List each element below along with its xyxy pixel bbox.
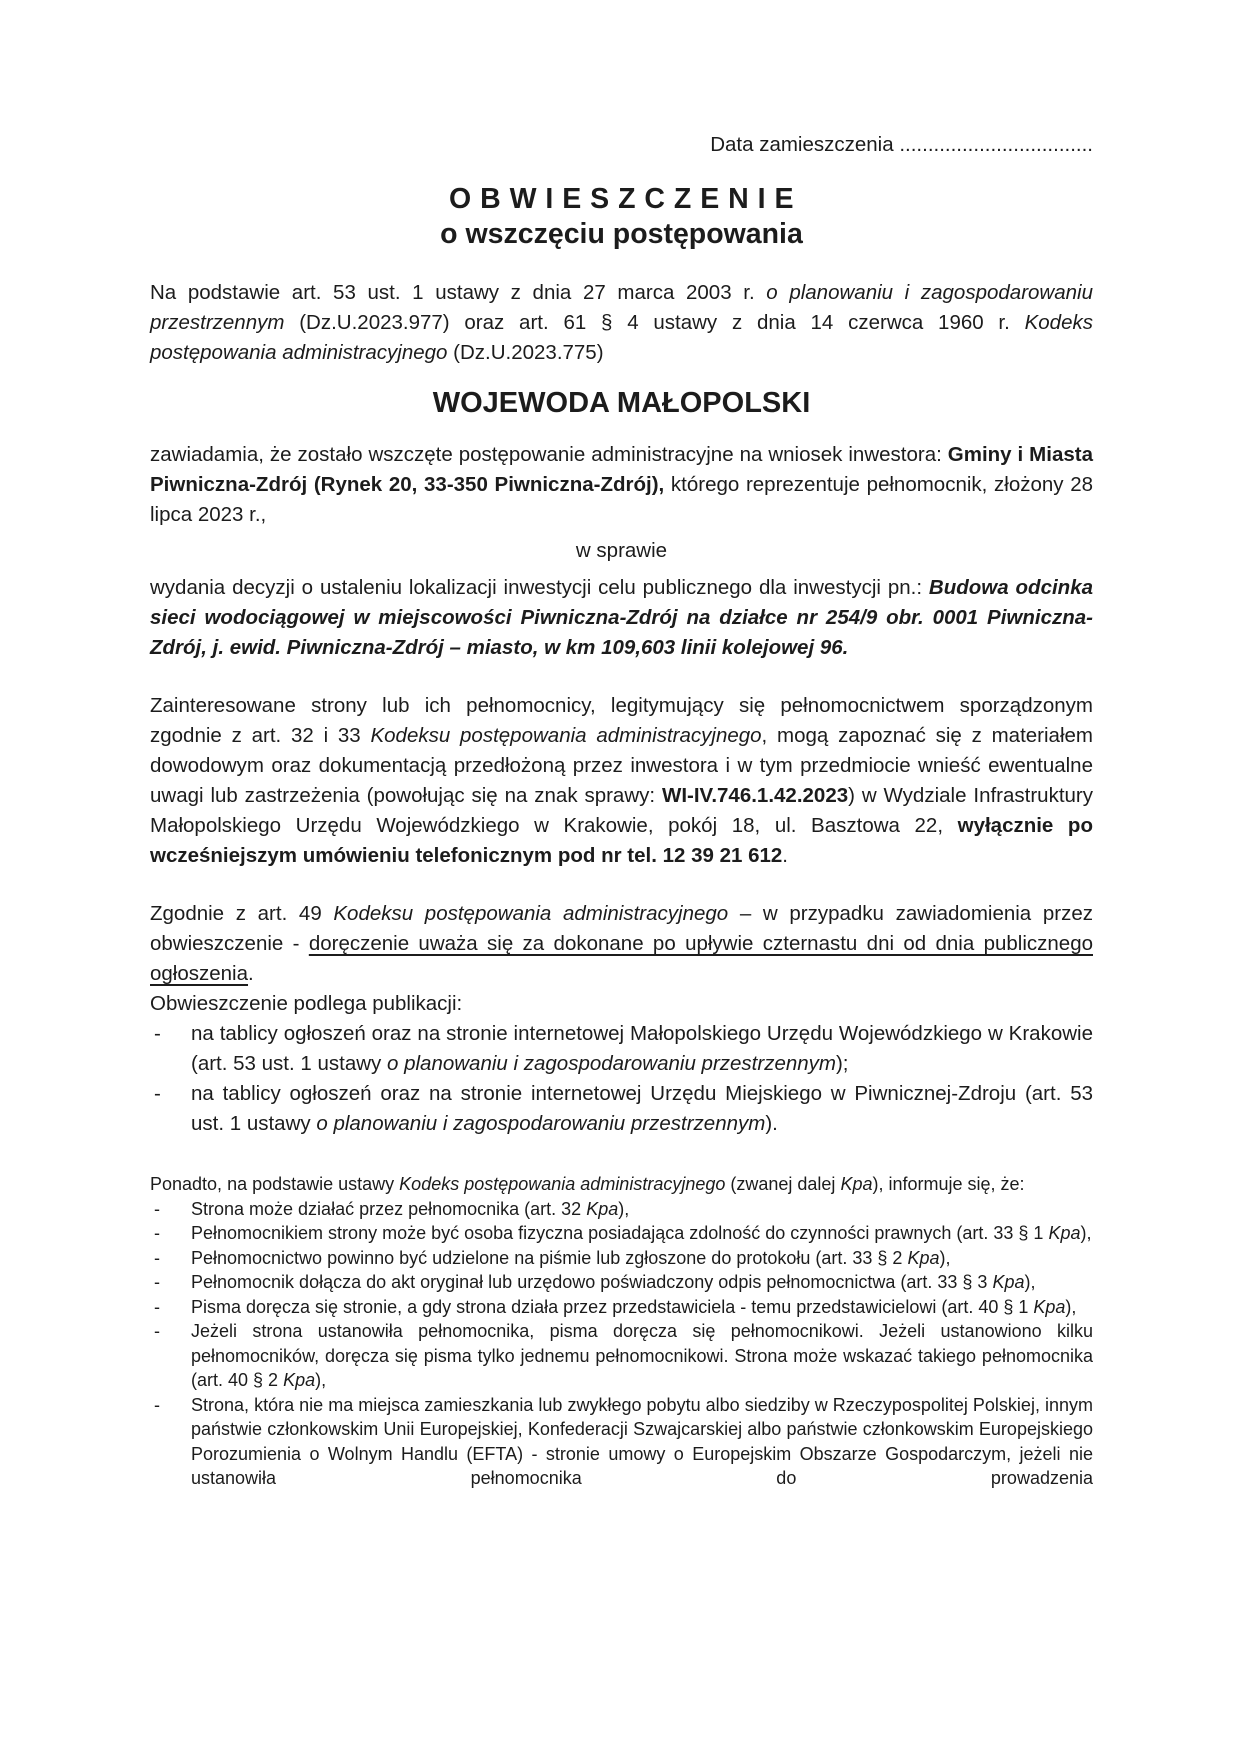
paragraph-notification bbox=[150, 440, 1093, 530]
heading-regarding: w sprawie bbox=[575, 539, 668, 562]
paragraph-parties-info bbox=[150, 691, 1093, 871]
kpa-list bbox=[150, 1197, 1093, 1491]
text-run: Pełnomocnikiem strony może być osoba fizyczna posiadająca zdolność do czynności prawnych (art. 33 § 1 bbox=[191, 1223, 1049, 1243]
dash-marker: - bbox=[154, 1394, 160, 1415]
paragraph-publication-intro: Obwieszczenie podlega publikacji: bbox=[150, 992, 463, 1015]
text-run: Na podstawie art. 53 ust. 1 ustawy z dnia 27 marca 2003 r. bbox=[150, 281, 767, 304]
text-run: Kodeksu postępowania administracyjnego bbox=[370, 724, 762, 747]
announcement-title: O B W I E S Z C Z E N I E bbox=[448, 183, 795, 215]
list-item bbox=[150, 1319, 1093, 1393]
text-run: zawiadamia, że zostało wszczęte postępowanie administracyjne na wniosek inwestora: bbox=[150, 443, 948, 466]
text-run: Pełnomocnik dołącza do akt oryginał lub urzędowo poświadczony odpis pełnomocnictwa (art. 33 § 3 bbox=[191, 1272, 993, 1292]
text-run: Kodeks postępowania administracyjnego bbox=[150, 311, 1093, 364]
text-run: Pisma doręcza się stronie, a gdy strona działa przez przedstawiciela - temu przedstawicielowi (art. 40 § 1 bbox=[191, 1296, 1034, 1317]
text-run: ), bbox=[315, 1370, 327, 1390]
text-run: Kpa bbox=[1048, 1223, 1081, 1243]
list-item bbox=[150, 1079, 1093, 1139]
paragraph-legal-basis bbox=[150, 278, 1093, 368]
list-item bbox=[150, 1197, 1093, 1222]
text-run: (Dz.U.2023.775) bbox=[447, 341, 604, 364]
text-run: o planowaniu i zagospodarowaniu przestrzennym bbox=[316, 1112, 766, 1135]
text-run: , mogą zapoznać się z materiałem dowodowym oraz dokumentacją przedłożoną przez inwestora i w tym przedmiocie wnieść ewentualne uwagi lub zastrzeżenia (powołując się na znak sprawy: bbox=[150, 724, 1093, 807]
list-item bbox=[150, 1393, 1093, 1491]
text-run: . bbox=[782, 844, 788, 867]
text-run: – w przypadku zawiadomienia przez obwieszczenie - bbox=[150, 902, 1093, 955]
text-run: ), bbox=[618, 1198, 630, 1219]
text-run: ), bbox=[1024, 1272, 1036, 1292]
dash-marker: - bbox=[154, 1272, 160, 1292]
dash-marker: - bbox=[154, 1296, 160, 1317]
text-run: Kpa bbox=[586, 1198, 619, 1219]
text-run: ), informuje się, że: bbox=[872, 1174, 1025, 1194]
text-run: WI-IV.746.1.42.2023 bbox=[661, 784, 849, 807]
kpa-section bbox=[150, 1172, 1093, 1491]
list-item bbox=[150, 1221, 1093, 1246]
text-run: ) w Wydziale Infrastruktury Małopolskiego Urzędu Wojewódzkiego w Krakowie, pokój 18, ul. Basztowa 22, bbox=[150, 784, 1093, 837]
text-run: Kpa bbox=[1033, 1296, 1066, 1317]
dash-marker: - bbox=[154, 1022, 161, 1045]
text-run: wyłącznie po wcześniejszym umówieniu telefonicznym pod nr tel. 12 39 21 612 bbox=[150, 814, 1093, 867]
text-run: (Dz.U.2023.977) oraz art. 61 § 4 ustawy z dnia 14 czerwca 1960 r. bbox=[284, 311, 1025, 334]
text-run: Kpa bbox=[907, 1247, 940, 1268]
dash-marker: - bbox=[154, 1223, 160, 1243]
dash-marker: - bbox=[154, 1198, 160, 1219]
text-run: ), bbox=[1080, 1223, 1092, 1243]
publication-list bbox=[150, 1019, 1093, 1139]
list-item bbox=[150, 1295, 1093, 1320]
paragraph-decision bbox=[150, 573, 1093, 663]
announcement-subtitle: o wszczęciu postępowania bbox=[440, 218, 803, 250]
text-run: Kodeksu postępowania administracyjnego bbox=[333, 902, 729, 925]
text-run: doręczenie uważa się za dokonane po upływie czternastu dni od dnia publicznego ogłoszenia bbox=[150, 932, 1093, 985]
text-run: Zgodnie z art. 49 bbox=[150, 902, 334, 925]
text-run: którego reprezentuje pełnomocnik, złożony 28 lipca 2023 r., bbox=[150, 473, 1094, 526]
text-run: Kpa bbox=[283, 1370, 316, 1390]
text-run: (zwanej dalej bbox=[725, 1174, 841, 1194]
text-run: Budowa odcinka sieci wodociągowej w miejscowości Piwniczna-Zdrój na działce nr 254/9 obr. 0001 Piwniczna-Zdrój, j. ewid. Piwniczna-Zdrój – miasto, w km 109,603 linii kolejowej 96. bbox=[150, 576, 1093, 659]
text-run: . bbox=[248, 962, 254, 985]
text-run: ), bbox=[1065, 1296, 1077, 1317]
text-run: wydania decyzji o ustaleniu lokalizacji inwestycji celu publicznego dla inwestycji pn.: bbox=[150, 576, 929, 599]
text-run: Strona, która nie ma miejsca zamieszkania lub zwykłego pobytu albo siedziby w Rzeczypospolitej Polskiej, innym państwie członkowskim Unii Europejskiej, Konfederacji Szwajcarskiej albo państwie członkowskim Europejskiego Porozumienia o Wolnym Handlu (EFTA) - stronie umowy o Europejskim Obszarze Gospodarczym, jeżeli nie ustanowiła pełnomocnika do prowadzenia bbox=[191, 1394, 1093, 1488]
dash-marker: - bbox=[154, 1082, 161, 1105]
text-run: Kodeks postępowania administracyjnego bbox=[399, 1174, 726, 1194]
text-run: Kpa bbox=[840, 1174, 873, 1194]
text-run: Zainteresowane strony lub ich pełnomocnicy, legitymujący się pełnomocnictwem sporządzonym zgodnie z art. 32 i 33 bbox=[150, 694, 1093, 747]
heading-authority: WOJEWODA MAŁOPOLSKI bbox=[432, 387, 811, 419]
text-run: Ponadto, na podstawie ustawy bbox=[150, 1174, 400, 1194]
text-run: ), bbox=[939, 1247, 951, 1268]
text-run: Kpa bbox=[992, 1272, 1025, 1292]
dash-marker: - bbox=[154, 1247, 160, 1268]
list-item bbox=[150, 1270, 1093, 1295]
paragraph-kpa-intro bbox=[150, 1172, 1093, 1197]
text-run: Pełnomocnictwo powinno być udzielone na piśmie lub zgłoszone do protokołu (art. 33 § 2 bbox=[191, 1247, 908, 1268]
dash-marker: - bbox=[154, 1321, 160, 1341]
text-run: ); bbox=[835, 1052, 849, 1075]
text-run: na tablicy ogłoszeń oraz na stronie internetowej Urzędu Miejskiego w Piwnicznej-Zdroju (art. 53 ust. 1 ustawy bbox=[191, 1082, 1093, 1135]
text-run: na tablicy ogłoszeń oraz na stronie internetowej Małopolskiego Urzędu Wojewódzkiego w Krakowie (art. 53 ust. 1 ustawy bbox=[191, 1022, 1093, 1075]
date-line: Data zamieszczenia .................................. bbox=[710, 133, 1093, 156]
text-run: o planowaniu i zagospodarowaniu przestrzennym bbox=[150, 281, 1093, 334]
text-run: Jeżeli strona ustanowiła pełnomocnika, pisma doręcza się pełnomocnikowi. Jeżeli ustanowiono kilku pełnomocników, doręcza się pisma tylko jednemu pełnomocnikowi. Strona może wskazać takiego pełnomocnika (art. 40 § 2 bbox=[191, 1321, 1093, 1390]
text-run: ). bbox=[765, 1112, 778, 1135]
text-run: Gminy i Miasta Piwniczna-Zdrój (Rynek 20, 33-350 Piwniczna-Zdrój), bbox=[150, 443, 1093, 496]
text-run: Strona może działać przez pełnomocnika (art. 32 bbox=[191, 1198, 587, 1219]
text-run: o planowaniu i zagospodarowaniu przestrzennym bbox=[386, 1052, 836, 1075]
paragraph-delivery-info bbox=[150, 899, 1093, 989]
list-item bbox=[150, 1019, 1093, 1079]
list-item bbox=[150, 1246, 1093, 1271]
